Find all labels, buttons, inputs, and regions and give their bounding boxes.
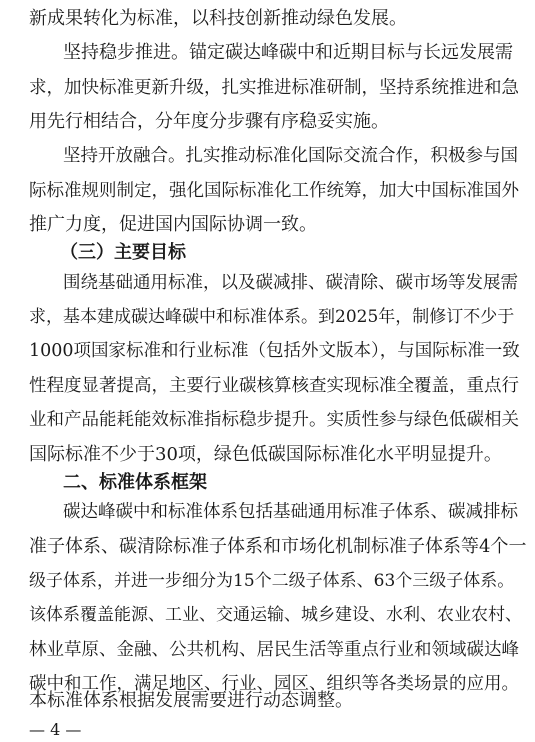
text-line-19: 该体系覆盖能源、工业、交通运输、城乡建设、水利、农业农村、 <box>29 605 522 625</box>
page-number: — 4 — <box>29 720 82 739</box>
text-line-4: 用先行相结合，分年度分步骤有序稳妥实施。 <box>29 111 389 132</box>
text-line-11: 1000项国家标准和行业标准（包括外文版本），与国际标准一致 <box>29 341 520 361</box>
subsection-heading: （三）主要目标 <box>60 242 186 263</box>
text-line-14: 国际标准不少于30项，绿色低碳国际标准化水平明显提升。 <box>29 444 502 465</box>
text-line-9: 围绕基础通用标准，以及碳减排、碳清除、碳市场等发展需 <box>63 273 518 293</box>
text-line-12: 性程度显著提高，主要行业碳核算核查实现标准全覆盖，重点行 <box>29 376 519 396</box>
text-line-20: 林业草原、金融、公共机构、居民生活等重点行业和领域碳达峰 <box>29 640 519 660</box>
text-line-18: 级子体系，并进一步细分为15个二级子体系、63个三级子体系。 <box>29 571 515 591</box>
text-line-17: 准子体系、碳清除标准子体系和市场化机制标准子体系等4个一 <box>29 536 527 557</box>
text-line-22: 本标准体系根据发展需要进行动态调整。 <box>29 690 353 711</box>
text-line-13: 业和产品能耗能效标准指标稳步提升。实质性参与绿色低碳相关 <box>29 410 519 430</box>
text-line-5: 坚持开放融合。扎实推动标准化国际交流合作，积极参与国 <box>63 146 518 166</box>
text-line-3: 求，加快标准更新升级，扎实推进标准研制，坚持系统推进和急 <box>29 78 519 98</box>
text-line-6: 际标准规则制定，强化国际标准化工作统筹，加大中国标准国外 <box>29 181 519 201</box>
text-line-21: 碳中和工作，满足地区、行业、园区、组织等各类场景的应用。 <box>29 674 519 694</box>
text-line-10: 求，基本建成碳达峰碳中和标准体系。到2025年，制修订不少于 <box>29 307 515 327</box>
text-line-7: 推广力度，促进国内国际协调一致。 <box>29 214 317 235</box>
text-line-1: 新成果转化为标准，以科技创新推动绿色发展。 <box>29 8 407 29</box>
section-heading: 二、标准体系框架 <box>63 472 207 493</box>
text-line-16: 碳达峰碳中和标准体系包括基础通用标准子体系、碳减排标 <box>63 502 518 522</box>
text-line-2: 坚持稳步推进。锚定碳达峰碳中和近期目标与长远发展需 <box>63 42 513 63</box>
